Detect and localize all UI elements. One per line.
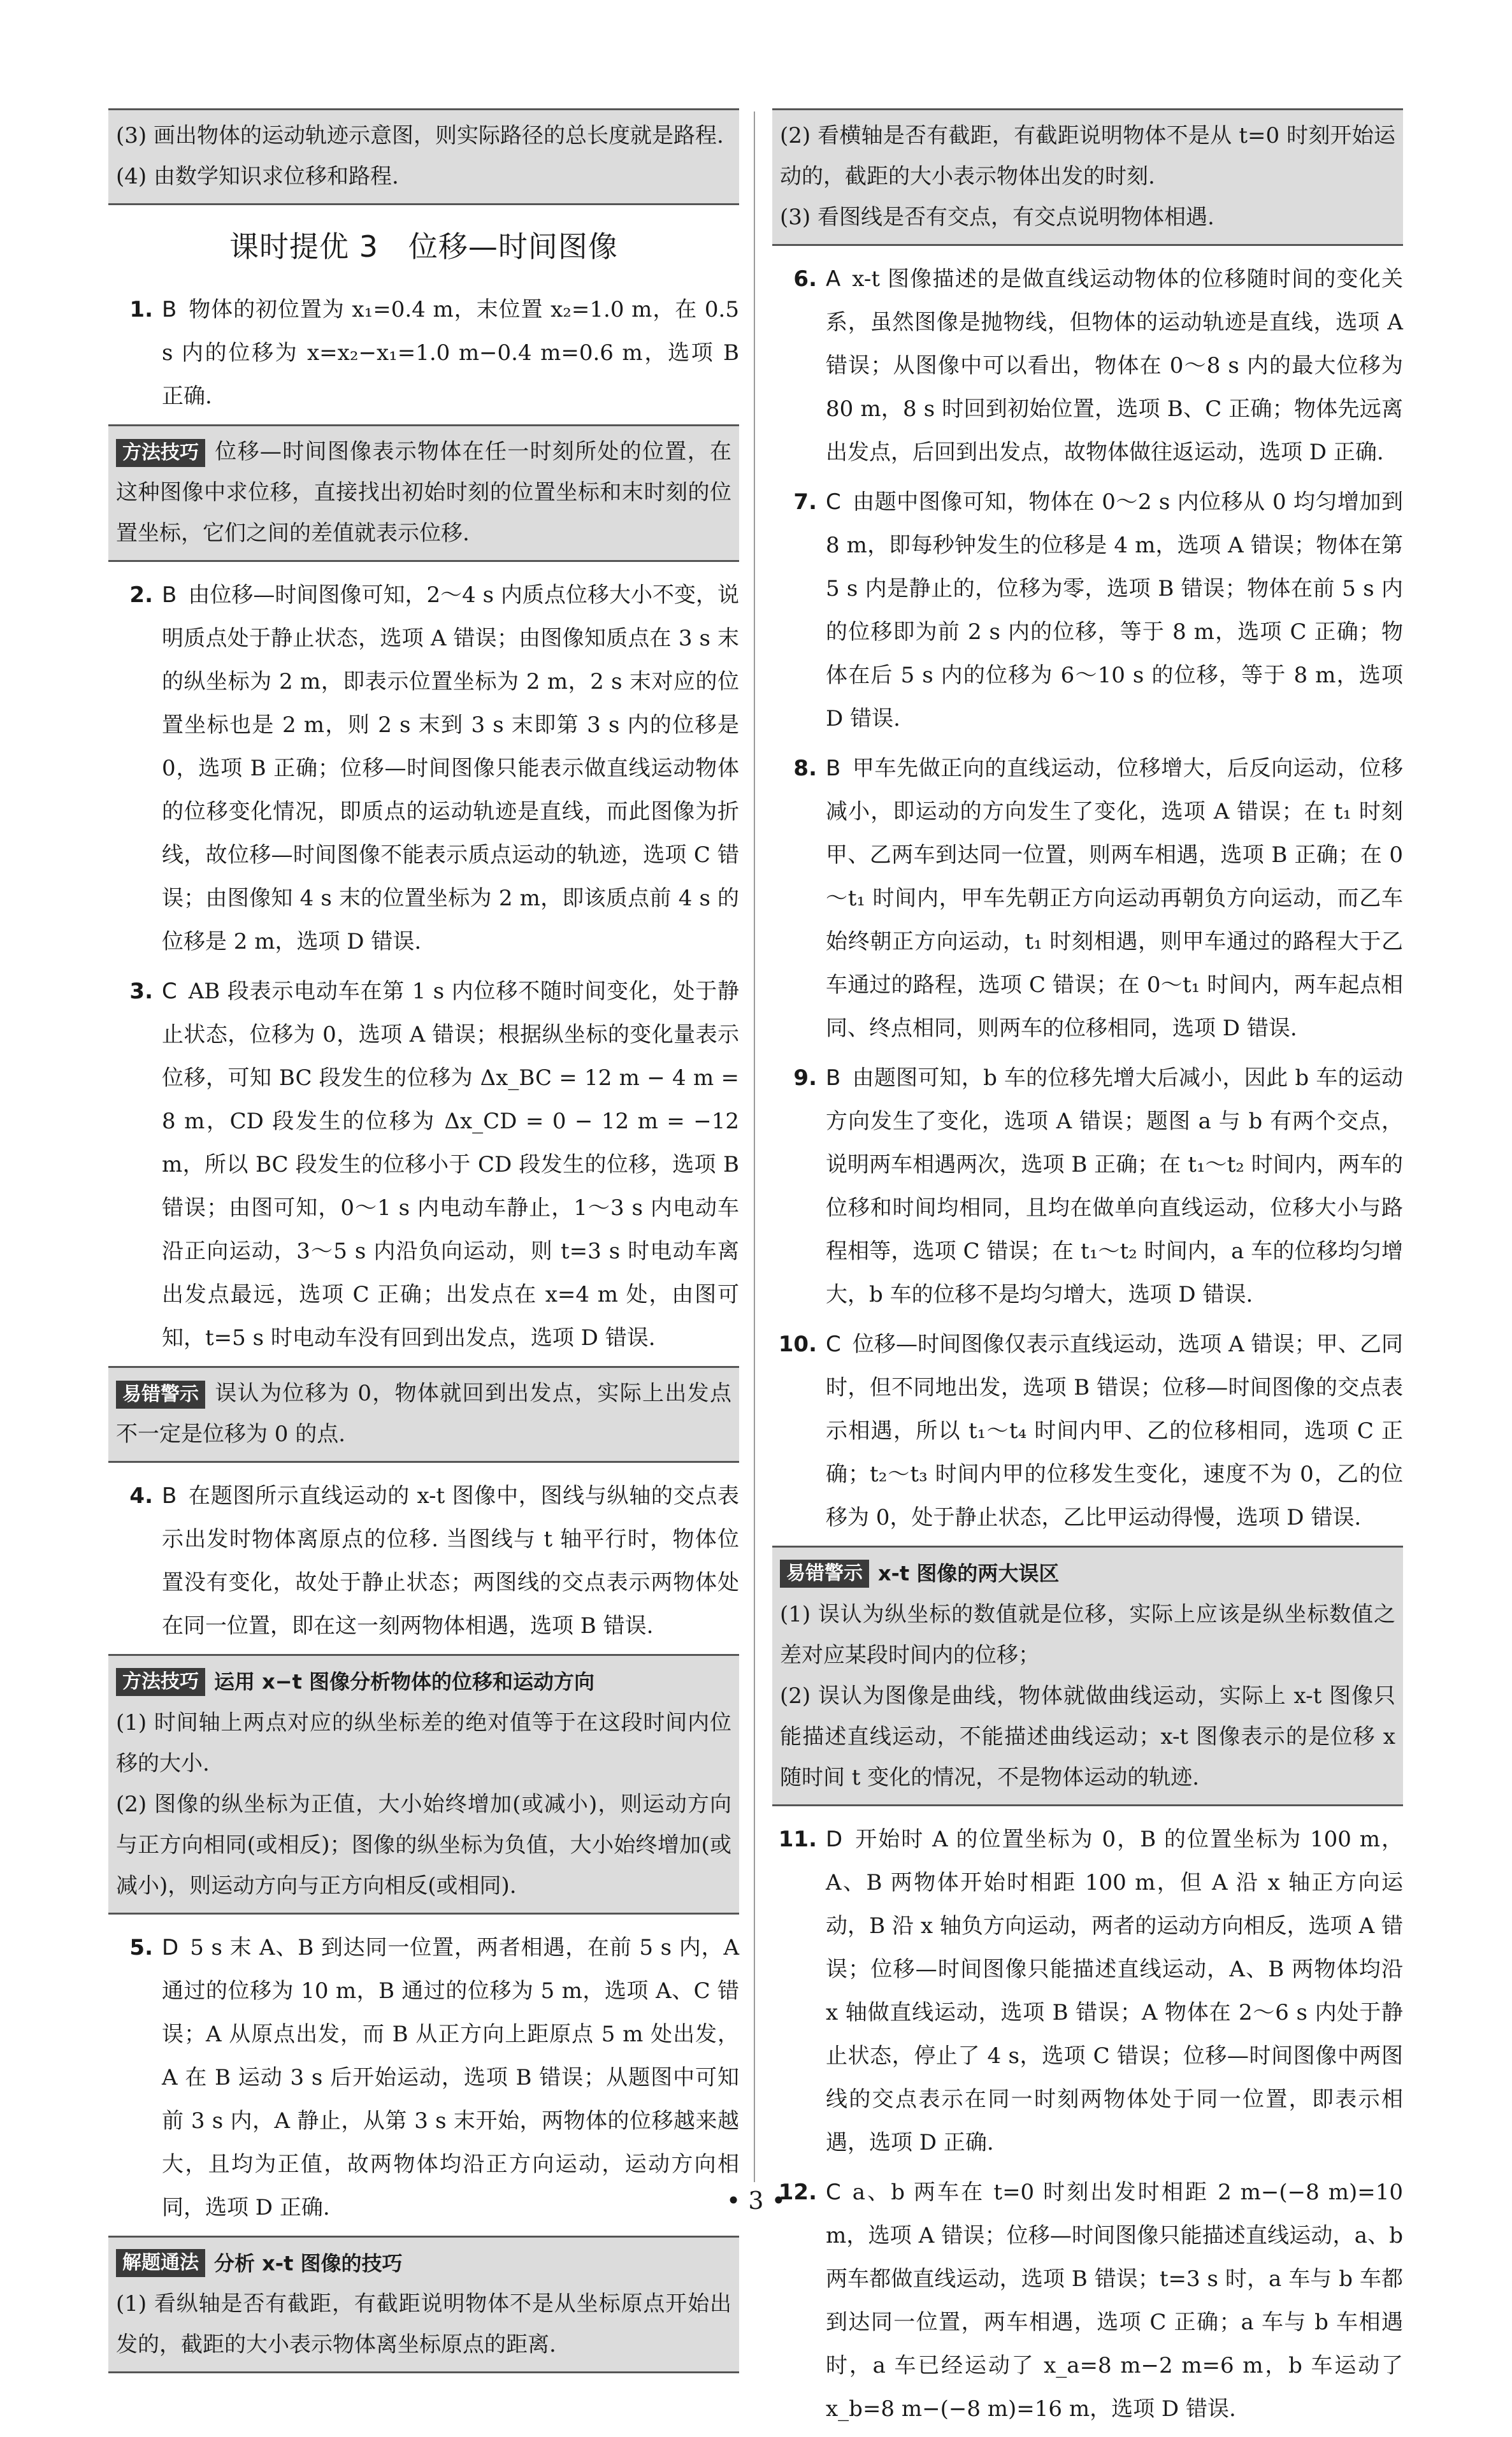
tip-line: (3) 看图线是否有交点，有交点说明物体相遇. xyxy=(780,205,1214,230)
tip-tag: 易错警示 xyxy=(116,1381,205,1409)
question-number: 11. xyxy=(778,1826,817,1852)
answer-letter: B xyxy=(826,1065,841,1091)
tip-line: (1) 时间轴上两点对应的纵坐标差的绝对值等于在这段时间内位移的大小. xyxy=(116,1709,731,1776)
tip-tag: 解题通法 xyxy=(116,2249,205,2277)
tip-line: (2) 图像的纵坐标为正值，大小始终增加(或减小)，则运动方向与正方向相同(或相反)；图像的纵坐标为负值，大小始终增加(或减小)，则运动方向与正方向相反(或相同). xyxy=(116,1791,731,1899)
tip-tag: 方法技巧 xyxy=(116,439,205,467)
answer-explanation: 物体的初位置为 x₁=0.4 m，末位置 x₂=1.0 m，在 0.5 s 内的位移为 x=x₂−x₁=1.0 m−0.4 m=0.6 m，选项 B 正确. xyxy=(162,297,739,409)
page-number: • 3 • xyxy=(726,2187,786,2215)
answer-explanation: 位移—时间图像仅表示直线运动，选项 A 错误；甲、乙同时，但不同地出发，选项 B 错误；位移—时间图像的交点表示相遇，所以 t₁～t₄ 时间内甲、乙的位移相同，选项 C 正确；t₂～t₃ 时间内甲的位移发生变化，速度不为 0，乙的位移为 0，处于静止状态，乙比甲运动得慢，选项 D 错误. xyxy=(826,1332,1403,1530)
tip-tag: 易错警示 xyxy=(780,1560,869,1588)
question-number: 12. xyxy=(778,2179,817,2205)
tip-line: (1) 看纵轴是否有截距，有截距说明物体不是从坐标原点开始出发的，截距的大小表示物体离坐标原点的距离. xyxy=(116,2291,731,2357)
question-2 xyxy=(108,573,739,963)
answer-explanation: 由题中图像可知，物体在 0～2 s 内位移从 0 均匀增加到 8 m，即每秒钟发生的位移是 4 m，选项 A 错误；物体在第 5 s 内是静止的，位移为零，选项 B 错误；物体在前 5 s 内的位移即为前 2 s 内的位移，等于 8 m，选项 C 正确；物体在后 5 s 内的位移为 6～10 s 的位移，等于 8 m，选项 D 错误. xyxy=(826,489,1403,731)
answer-explanation: 在题图所示直线运动的 x-t 图像中，图线与纵轴的交点表示出发时物体离原点的位移. 当图线与 t 轴平行时，物体位置没有变化，故处于静止状态；两图线的交点表示两物体处在同一位置，即在这一刻两物体相遇，选项 B 错误. xyxy=(162,1483,739,1639)
answer-letter: C xyxy=(826,489,841,515)
question-number: 3. xyxy=(129,979,153,1004)
answer-letter: B xyxy=(162,1483,177,1509)
answer-letter: A xyxy=(826,266,841,292)
left-column xyxy=(108,108,739,2385)
question-number: 2. xyxy=(129,582,153,608)
tip-text: 误认为位移为 0，物体就回到出发点，实际上出发点不一定是位移为 0 的点. xyxy=(116,1381,731,1447)
question-10 xyxy=(772,1323,1403,1539)
tip-tag: 方法技巧 xyxy=(116,1668,205,1696)
question-3 xyxy=(108,970,739,1360)
section-title: 课时提优 3 位移—时间图像 xyxy=(229,229,618,264)
question-5 xyxy=(108,1926,739,2229)
warning-tip-box xyxy=(772,1546,1403,1806)
tip-line: (2) 误认为图像是曲线，物体就做曲线运动，实际上 x-t 图像只能描述直线运动，不能描述曲线运动；x-t 图像表示的是位移 x 随时间 t 变化的情况，不是物体运动的轨迹. xyxy=(780,1683,1395,1790)
method-tip-box xyxy=(108,1654,739,1915)
continued-tip-box xyxy=(108,108,739,205)
question-number: 9. xyxy=(793,1065,817,1091)
tip-title: 运用 x−t 图像分析物体的位移和运动方向 xyxy=(214,1669,595,1694)
tip-line: (4) 由数学知识求位移和路程. xyxy=(116,164,399,189)
answer-letter: B xyxy=(162,582,177,608)
tip-line: (3) 画出物体的运动轨迹示意图，则实际路径的总长度就是路程. xyxy=(116,123,724,148)
question-number: 6. xyxy=(793,266,817,292)
tip-title: x-t 图像的两大误区 xyxy=(878,1561,1060,1586)
answer-letter: D xyxy=(162,1934,179,1960)
answer-explanation: 开始时 A 的位置坐标为 0，B 的位置坐标为 100 m，A、B 两物体开始时相距 100 m，但 A 沿 x 轴正方向运动，B 沿 x 轴负方向运动，两者的运动方向相反，选项 A 错误；位移—时间图像只能描述直线运动，A、B 两物体均沿 x 轴做直线运动，选项 B 错误；A 物体在 2～6 s 内处于静止状态，停止了 4 s，选项 C 错误；位移—时间图像中两图线的交点表示在同一时刻两物体处于同一位置，即表示相遇，选项 D 正确. xyxy=(826,1826,1403,2155)
answer-explanation: x-t 图像描述的是做直线运动物体的位移随时间的变化关系，虽然图像是抛物线，但物体的运动轨迹是直线，选项 A 错误；从图像中可以看出，物体在 0～8 s 内的最大位移为 80 m，8 s 时回到初始位置，选项 B、C 正确；物体先远离出发点，后回到出发点，故物体做往返运动，选项 D 正确. xyxy=(826,266,1403,465)
tip-title: 分析 x-t 图像的技巧 xyxy=(214,2251,403,2275)
question-number: 5. xyxy=(129,1934,153,1960)
continued-tip-box xyxy=(772,108,1403,246)
tip-text: 位移—时间图像表示物体在任一时刻所处的位置，在这种图像中求位移，直接找出初始时刻的位置坐标和末时刻的位置坐标，它们之间的差值就表示位移. xyxy=(116,439,731,546)
question-9 xyxy=(772,1056,1403,1316)
question-1 xyxy=(108,288,739,418)
tip-line: (1) 误认为纵坐标的数值就是位移，实际上应该是纵坐标数值之差对应某段时间内的位移； xyxy=(780,1601,1395,1668)
question-7 xyxy=(772,480,1403,740)
solution-tip-box xyxy=(108,2236,739,2374)
warning-tip-box xyxy=(108,1366,739,1463)
column-divider xyxy=(754,111,755,2182)
method-tip-box xyxy=(108,424,739,562)
answer-letter: C xyxy=(826,2179,841,2205)
question-number: 8. xyxy=(793,756,817,781)
answer-explanation: AB 段表示电动车在第 1 s 内位移不随时间变化，处于静止状态，位移为 0，选项 A 错误；根据纵坐标的变化量表示位移，可知 BC 段发生的位移为 Δx_BC = 12 m − 4 m = 8 m，CD 段发生的位移为 Δx_CD = 0 − 12 m = −12 m，所以 BC 段发生的位移小于 CD 段发生的位移，选项 B 错误；由图可知，0～1 s 内电动车静止，1～3 s 内电动车沿正向运动，3～5 s 内沿负向运动，则 t=3 s 时电动车离出发点最远，选项 C 正确；出发点在 x=4 m 处，由图可知，t=5 s 时电动车没有回到出发点，选项 D 错误. xyxy=(162,979,739,1351)
answer-letter: C xyxy=(162,979,177,1004)
question-number: 7. xyxy=(793,489,817,515)
tip-line: (2) 看横轴是否有截距，有截距说明物体不是从 t=0 时刻开始运动的，截距的大小表示物体出发的时刻. xyxy=(780,123,1395,189)
answer-letter: D xyxy=(826,1826,843,1852)
question-11 xyxy=(772,1818,1403,2164)
answer-explanation: 5 s 末 A、B 到达同一位置，两者相遇，在前 5 s 内，A 通过的位移为 10 m，B 通过的位移为 5 m，选项 A、C 错误；A 从原点出发，而 B 从正方向上距原点 5 m 处出发，A 在 B 运动 3 s 后开始运动，选项 B 错误；从题图中可知前 3 s 内，A 静止，从第 3 s 末开始，两物体的位移越来越大，且均为正值，故两物体均沿正方向运动，运动方向相同，选项 D 正确. xyxy=(162,1934,739,2220)
question-8 xyxy=(772,747,1403,1050)
question-number: 4. xyxy=(129,1483,153,1509)
question-number: 1. xyxy=(129,297,153,322)
answer-explanation: 由位移—时间图像可知，2～4 s 内质点位移大小不变，说明质点处于静止状态，选项 A 错误；由图像知质点在 3 s 末的纵坐标为 2 m，即表示位置坐标为 2 m，2 s 末对应的位置坐标也是 2 m，则 2 s 末到 3 s 末即第 3 s 内的位移是 0，选项 B 正确；位移—时间图像只能表示做直线运动物体的位移变化情况，即质点的运动轨迹是直线，而此图像为折线，故位移—时间图像不能表示质点运动的轨迹，选项 C 错误；由图像知 4 s 末的位置坐标为 2 m，即该质点前 4 s 的位移是 2 m，选项 D 错误. xyxy=(162,582,739,954)
answer-letter: B xyxy=(162,297,177,322)
answer-letter: C xyxy=(826,1332,841,1357)
answer-explanation: 甲车先做正向的直线运动，位移增大，后反向运动，位移减小，即运动的方向发生了变化，选项 A 错误；在 t₁ 时刻甲、乙两车到达同一位置，则两车相遇，选项 B 正确；在 0～t₁ 时间内，甲车先朝正方向运动再朝负方向运动，而乙车始终朝正方向运动，t₁ 时刻相遇，则甲车通过的路程大于乙车通过的路程，选项 C 错误；在 0～t₁ 时间内，两车起点相同、终点相同，则两车的位移相同，选项 D 错误. xyxy=(826,756,1403,1041)
right-column xyxy=(772,108,1403,2437)
answer-explanation: 由题图可知，b 车的位移先增大后减小，因此 b 车的运动方向发生了变化，选项 A 错误；题图 a 与 b 有两个交点，说明两车相遇两次，选项 B 正确；在 t₁～t₂ 时间内，两车的位移和时间均相同，且均在做单向直线运动，位移大小与路程相等，选项 C 错误；在 t₁～t₂ 时间内，a 车的位移均匀增大，b 车的位移不是均匀增大，选项 D 错误. xyxy=(826,1065,1403,1307)
question-4 xyxy=(108,1474,739,1648)
question-6 xyxy=(772,257,1403,474)
question-number: 10. xyxy=(778,1332,817,1357)
answer-explanation: a、b 两车在 t=0 时刻出发时相距 2 m−(−8 m)=10 m，选项 A 错误；位移—时间图像只能描述直线运动，a、b 两车都做直线运动，选项 B 错误；t=3 s 时，a 车与 b 车都到达同一位置，两车相遇，选项 C 正确；a 车与 b 车相遇时，a 车已经运动了 x_a=8 m−2 m=6 m，b 车运动了 x_b=8 m−(−8 m)=16 m，选项 D 错误. xyxy=(826,2179,1403,2422)
answer-letter: B xyxy=(826,756,841,781)
